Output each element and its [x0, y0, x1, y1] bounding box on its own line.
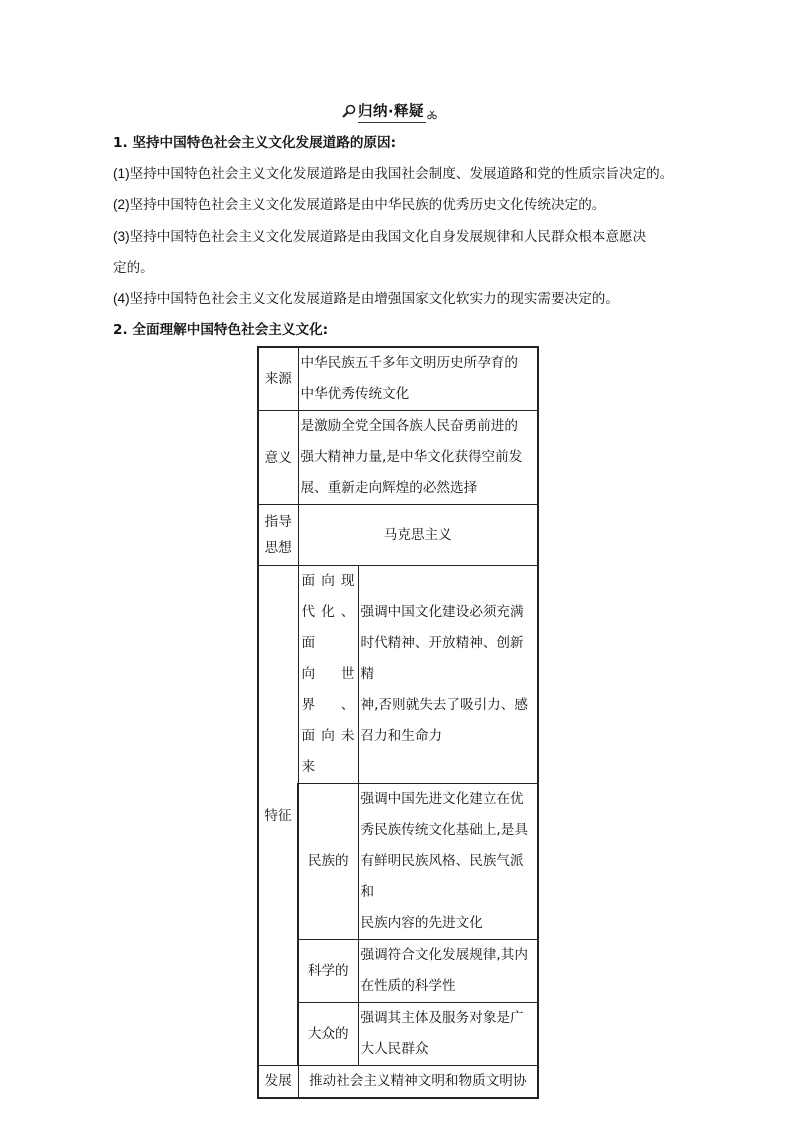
row-line: 时代精神、开放精神、创新精: [360, 635, 524, 682]
row-content: 推动社会主义精神文明和物质文明协: [298, 1066, 538, 1099]
row-label: 意义: [258, 411, 298, 505]
table-row-feature: [258, 784, 538, 940]
section-heading-text: 归纳·释疑: [358, 100, 426, 123]
label-line: 指导: [264, 514, 292, 530]
row-line: 秀民族传统文化基础上,是具: [360, 822, 528, 838]
point1-item-1: [113, 164, 673, 184]
row-line: 是激励全党全国各族人民奋勇前进的: [300, 418, 518, 434]
row-line: 大人民群众: [360, 1041, 429, 1057]
item-number: (2): [113, 197, 130, 212]
culture-table: [257, 346, 539, 1099]
feature-description: [358, 1003, 538, 1066]
table-row-significance: [258, 411, 538, 505]
feature-line: 向世界、: [301, 666, 355, 713]
magnifier-icon: [342, 104, 356, 118]
table-row-feature: [258, 566, 538, 784]
table-row-development: [258, 1066, 538, 1099]
item-number: (1): [113, 166, 130, 181]
feature-line: 来: [301, 759, 316, 775]
item-text: 坚持中国特色社会主义文化发展道路是由我国社会制度、发展道路和党的性质宗旨决定的。: [129, 166, 674, 182]
feature-name: 大众的: [298, 1003, 358, 1066]
feature-line: 面 向 未: [301, 728, 355, 744]
table-row-source: [258, 347, 538, 411]
row-line: 在性质的科学性: [360, 978, 456, 994]
row-label: 来源: [258, 347, 298, 411]
label-line: 思想: [264, 540, 292, 556]
row-content: [298, 411, 538, 505]
feature-description: [358, 566, 538, 784]
point1-title: 1. 坚持中国特色社会主义文化发展道路的原因:: [113, 135, 397, 151]
row-line: 强大精神力量,是中华文化获得空前发: [300, 449, 523, 465]
row-line: 展、重新走向辉煌的必然选择: [300, 480, 478, 496]
row-line: 中华优秀传统文化: [300, 386, 410, 402]
point2-title: 2. 全面理解中国特色社会主义文化:: [113, 322, 329, 338]
item-number: (3): [113, 229, 130, 244]
feature-description: [358, 784, 538, 940]
item-text: 坚持中国特色社会主义文化发展道路是由我国文化自身发展规律和人民群众根本意愿决: [129, 229, 647, 245]
feature-name: [298, 566, 358, 784]
row-line: 强调中国先进文化建立在优: [360, 791, 524, 807]
feature-line: 代化、面: [301, 604, 355, 651]
row-label: [258, 505, 298, 566]
feature-description: [358, 940, 538, 1003]
section-heading: [342, 100, 437, 122]
point1-item-4: [113, 289, 619, 309]
table-row-feature: [258, 1003, 538, 1066]
feature-line: 面 向 现: [301, 573, 355, 589]
row-label: 特征: [258, 566, 298, 1066]
row-line: 神,否则就失去了吸引力、感: [360, 697, 528, 713]
feature-name: 科学的: [298, 940, 358, 1003]
row-line: 强调其主体及服务对象是广: [360, 1010, 524, 1026]
item-text: 坚持中国特色社会主义文化发展道路是由中华民族的优秀历史文化传统决定的。: [129, 197, 606, 213]
table-row-feature: [258, 940, 538, 1003]
row-line: 有鲜明民族风格、民族气派和: [360, 853, 524, 900]
row-line: 民族内容的先进文化: [360, 915, 483, 931]
scissors-icon: [427, 110, 437, 120]
point1-item-3: [113, 227, 646, 247]
row-line: 召力和生命力: [360, 728, 443, 744]
item-text: 坚持中国特色社会主义文化发展道路是由增强国家文化软实力的现实需要决定的。: [129, 291, 619, 307]
row-content: 马克思主义: [298, 505, 538, 566]
feature-name: 民族的: [298, 784, 358, 940]
point1-item-3-continued: 定的。: [113, 260, 154, 276]
row-line: 强调符合文化发展规律,其内: [360, 947, 528, 963]
point1-item-2: [113, 195, 605, 215]
row-content: [298, 347, 538, 411]
row-line: 强调中国文化建设必须充满: [360, 604, 524, 620]
row-label: 发展: [258, 1066, 298, 1099]
table-row-guide: [258, 505, 538, 566]
item-number: (4): [113, 291, 130, 306]
row-line: 中华民族五千多年文明历史所孕育的: [300, 355, 518, 371]
